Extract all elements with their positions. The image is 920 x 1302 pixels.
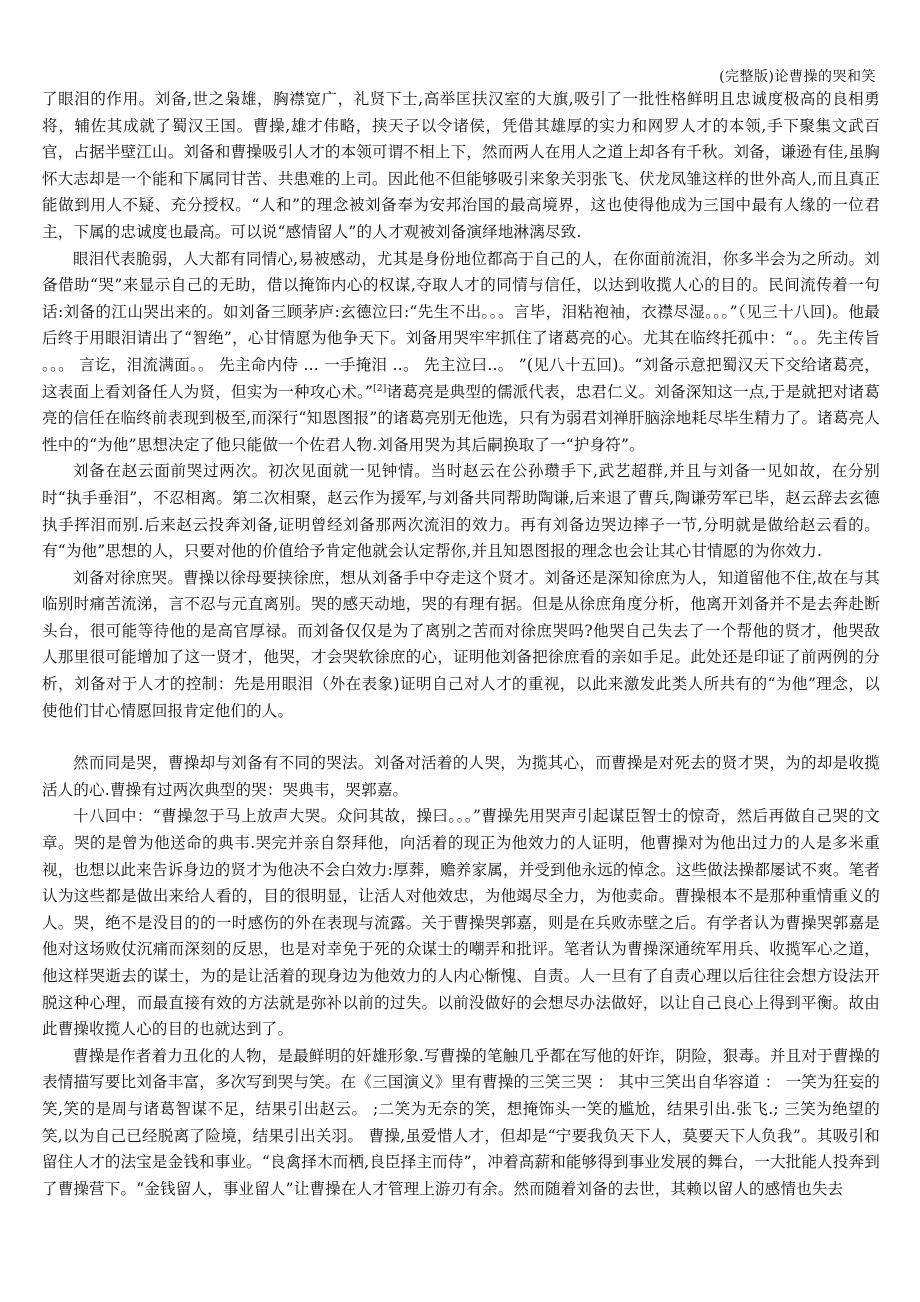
paragraph-7: 曹操是作者着力丑化的人物，是最鲜明的奸雄形象.写曹操的笔触几乎都在写他的奸诈，阴险，狠毒。并且对于曹操的表情描写要比刘备丰富，多次写到哭与笑。在《三国演义》里有曹操的三笑三哭 ： 其中三笑出自华容道 ： 一笑为狂妄的笑,笑的是周与诸葛智谋不足，结果引出赵云。 ;二笑为无奈的笑，想掩饰头一笑的尴尬，结果引出.张飞.; 三笑为绝望的笑,以为自己已经脱离了险境，结果引出关羽。 曹操,虽爱惜人才，但却是“宁要我负天下人，莫要天下人负我”。其吸引和留住人才的法宝是金钱和事业。“良禽择木而栖,良臣择主而侍”，冲着高薪和能够得到事业发展的舞台，一大批能人投奔到了曹操营下。“金钱留人，事业留人”让曹操在人才管理上游刃有余。然而随着刘备的去世，其赖以留人的感情也失去 (42, 1046, 880, 1198)
paragraph-2 (42, 246, 880, 459)
page-header: (完整版)论曹操的哭和笑 (719, 69, 876, 85)
paragraph-6: 十八回中：“曹操忽于马上放声大哭。众问其故，操曰。。。”曹操先用哭声引起谋臣智士的惊奇，然后再做自己哭的文章。哭的是曾为他送命的典韦.哭完并亲自祭拜他，向活着的现正为他效力的人证明，他曹操对为他出过力的人是多米重视，也想以此来告诉身边的贤才为他决不会白效力:厚葬，赡养家属，并受到他永远的悼念。这些做法操都屡试不爽。笔者认为这些都是做出来给人看的，目的很明显，让活人对他效忠，为他竭尽全力，为他卖命。曹操根本不是那种重情重义的人。哭，绝不是没目的的一时感伤的外在表现与流露。关于曹操哭郭嘉，则是在兵败赤壁之后。有学者认为曹操哭郭嘉是他对这场败仗沉痛而深刻的反思，也是对幸免于死的众谋士的嘲弄和批评。笔者认为曹操深通统军用兵、收揽军心之道，他这样哭逝去的谋士，为的是让活着的现身边为他效力的人内心惭愧、自责。人一旦有了自责心理以后往往会想方设法开脱这种心理，而最直接有效的方法就是弥补以前的过失。以前没做好的会想尽办法做好，以让自己良心上得到平衡。故由此曹操收揽人心的目的也就达到了。 (42, 807, 880, 1039)
paragraph-2-tail: 诸葛亮是典型的儒派代表，忠君仁义。刘备深知这一点,于是就把对诸葛亮的信任在临终前表现到极至,而深行“知恩图报”的诸葛亮别无他选，只有为弱君刘禅肝脑涂地耗尽毕生精力了。诸葛亮人性中的“为他”思想决定了他只能做一个佐君人物.刘备用哭为其后嗣换取了一“护身符”。 (42, 382, 880, 454)
document-body (42, 86, 880, 1202)
paragraph-3: 刘备在赵云面前哭过两次。初次见面就一见钟情。当时赵云在公孙瓒手下,武艺超群,并且与刘备一见如故，在分别时“执手垂泪”，不忍相离。第二次相聚，赵云作为援军,与刘备共同帮助陶谦,后来退了曹兵,陶谦劳军已毕，赵云辞去玄德执手挥泪而别.后来赵云投奔刘备,证明曾经刘备那两次流泪的效力。再有刘备边哭边摔子一节,分明就是做给赵云看的。有“为他”思想的人，只要对他的价值给予肯定他就会认定帮你,并且知恩图报的理念也会让其心甘情愿的为你效力. (42, 462, 880, 561)
footnote-marker[interactable]: [2] (373, 383, 387, 394)
paragraph-1: 了眼泪的作用。刘备,世之枭雄，胸襟宽广，礼贤下士,高举匡扶汉室的大旗,吸引了一批性格鲜明且忠诚度极高的良相勇将，辅佐其成就了蜀汉王国。曹操,雄才伟略，挟天子以令诸侯，凭借其雄厚的实力和网罗人才的本领,手下聚集文武百官，占据半壁江山。刘备和曹操吸引人才的本领可谓不相上下，然而两人在用人之道上却各有千秋。刘备，谦逊有佳,虽胸怀大志却是一个能和下属同甘苦、共患难的上司。因此他不但能够吸引来象关羽张飞、伏龙凤雏这样的世外高人,而且真正能做到用人不疑、充分授权。“人和”的理念被刘备奉为安邦治国的最高境界，这也使得他成为三国中最有人缘的一位君主，下属的忠诚度也最高。可以说“感情留人”的人才观被刘备演绎地淋漓尽致. (42, 90, 880, 241)
paragraph-2-text: 眼泪代表脆弱，人大都有同情心,易被感动，尤其是身份地位都高于自己的人，在你面前流泪，你多半会为之所动。刘备借助“哭”来显示自己的无助，借以掩饰内心的权谋,夺取人才的同情与信任，以达到收揽人心的目的。民间流传着一句话:刘备的江山哭出来的。如刘备三顾茅庐:玄德泣曰:“先生不出。。。言毕，泪粘袍袖，衣襟尽湿。。。”（见三十八回)。他最后终于用眼泪请出了“智绝”，心甘情愿为他争天下。刘备用哭牢牢抓住了诸葛亮的心。尤其在临终托孤中：“。。先主传旨 。。。 言讫，泪流满面。。 先主命内侍 ... 一手掩泪 ..。 先主泣曰..。 ”(见八十五回)。“刘备示意把蜀汉天下交给诸葛亮，这表面上看刘备任人为贤，但实为一种攻心术。” (42, 249, 880, 401)
paragraph-4: 刘备对徐庶哭。曹操以徐母要挟徐庶，想从刘备手中夺走这个贤才。刘备还是深知徐庶为人，知道留他不住,故在与其临别时痛苦流涕，言不忍与元直离别。哭的感天动地，哭的有理有据。但是从徐庶角度分析，他离开刘备并不是去奔赴断头台，很可能等待他的是高官厚禄。而刘备仅仅是为了离别之苦而对徐庶哭吗?他哭自己失去了一个帮他的贤才，他哭敌人那里很可能增加了这一贤才，他哭，才会哭软徐庶的心，证明他刘备把徐庶看的亲如手足。此处还是印证了前两例的分析，刘备对于人才的控制：先是用眼泪（外在表象)证明自己对人才的重视，以此来激发此类人所共有的“为他”理念，以使他们甘心情愿回报肯定他们的人。 (42, 568, 880, 720)
paragraph-5: 然而同是哭，曹操却与刘备有不同的哭法。刘备对活着的人哭，为揽其心，而曹操是对死去的贤才哭，为的却是收揽活人的心.曹操有过两次典型的哭：哭典韦，哭郭嘉。 (42, 754, 880, 799)
